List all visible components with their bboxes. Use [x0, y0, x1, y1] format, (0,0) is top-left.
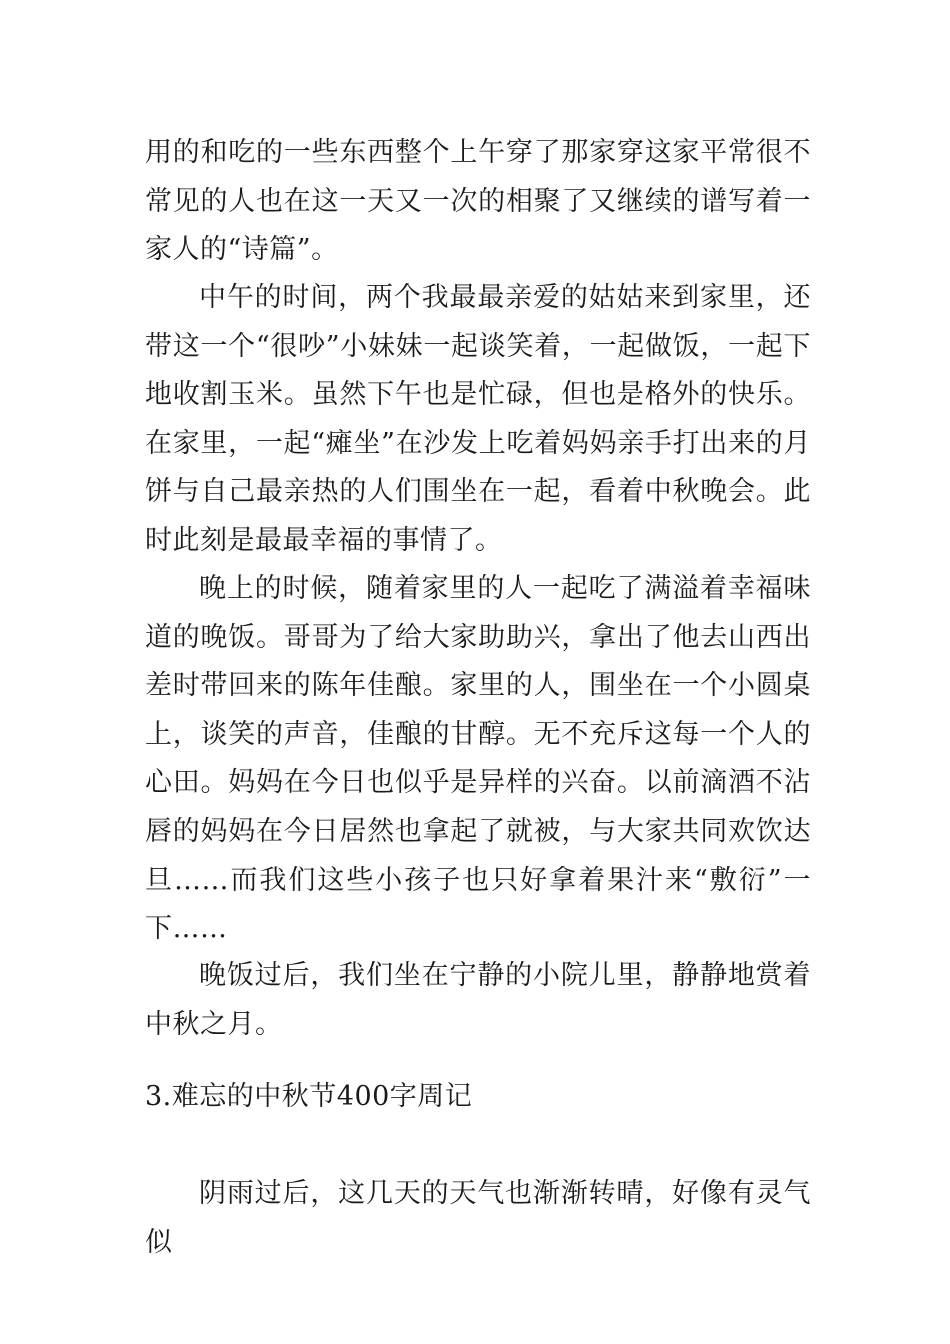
section-paragraph: 阴雨过后，这几天的天气也渐渐转晴，好像有灵气似 [145, 1178, 811, 1258]
paragraph-evening: 晚上的时候，随着家里的人一起吃了满溢着幸福味道的晚饭。哥哥为了给大家助助兴，拿出了他去山西出差时带回来的陈年佳酿。家里的人，围坐在一个小圆桌上，谈笑的声音，佳酿的甘醇。无不充斥这每一个人的心田。妈妈在今日也似乎是异样的兴奋。以前滴酒不沾唇的妈妈在今日居然也拿起了就被，与大家共同欢饮达旦……而我们这些小孩子也只好拿着果汁来“敷衍”一下…… [145, 573, 811, 945]
paragraph-continued: 用的和吃的一些东西整个上午穿了那家穿这家平常很不常见的人也在这一天又一次的相聚了又继续的谱写着一家人的“诗篇”。 [145, 137, 811, 266]
section-heading: 3.难忘的中秋节400字周记 [145, 1081, 473, 1112]
paragraph-after-dinner: 晚饭过后，我们坐在宁静的小院儿里，静静地赏着中秋之月。 [145, 960, 811, 1040]
paragraph-noon: 中午的时间，两个我最最亲爱的姑姑来到家里，还带这一个“很吵”小妹妹一起谈笑着，一起做饭，一起下地收割玉米。虽然下午也是忙碌，但也是格外的快乐。在家里，一起“瘫坐”在沙发上吃着妈妈亲手打出来的月饼与自己最亲热的人们围坐在一起，看着中秋晚会。此时此刻是最最幸福的事情了。 [145, 282, 811, 556]
